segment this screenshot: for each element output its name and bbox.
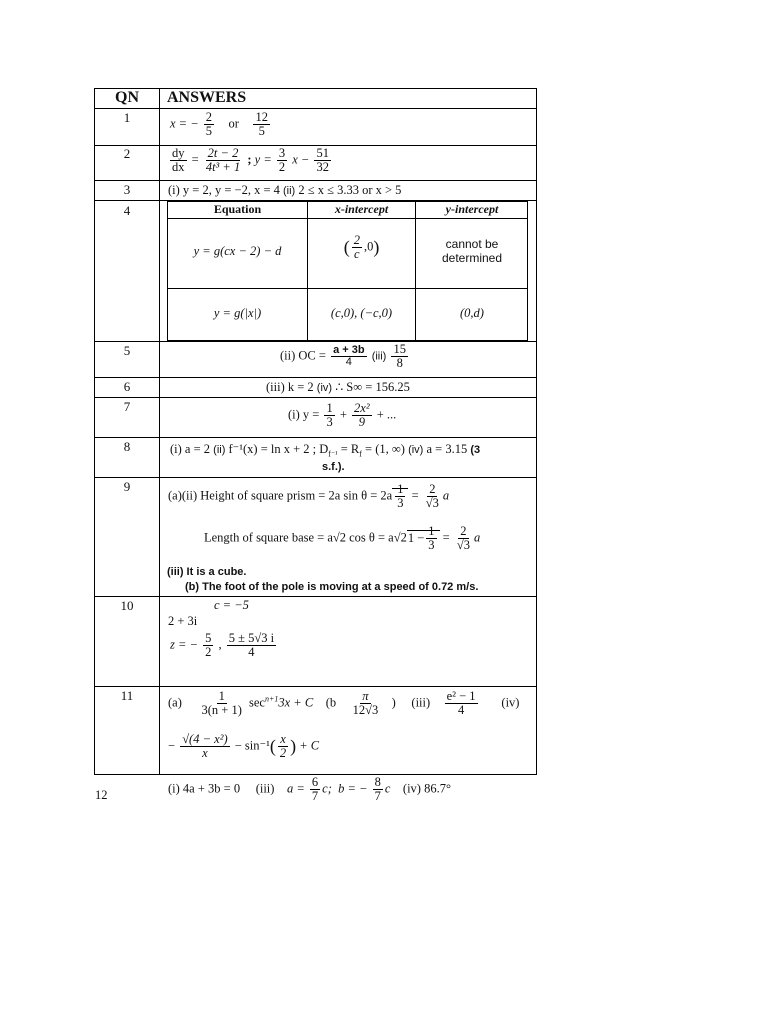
q12-part-iv: (iv) 86.7° <box>402 781 451 796</box>
q11-part-iv: (iv) <box>501 695 520 710</box>
fraction-denominator: c <box>354 247 360 262</box>
comma: , <box>218 637 222 652</box>
answer-q9-line1 <box>168 483 449 510</box>
equation-2: y = g(|x|) <box>213 306 262 320</box>
q1-lhs: x = − <box>170 116 199 131</box>
y-intercept-2: (0,d) <box>460 306 484 320</box>
q8-part-iv-label: (iv) <box>408 444 424 456</box>
fraction-numerator: 2t − 2 <box>207 146 239 160</box>
q8-sf: (3 <box>470 444 481 456</box>
fraction-numerator: e² − 1 <box>446 689 476 703</box>
fraction-numerator: 51 <box>316 146 329 160</box>
fraction-numerator: 2 <box>353 233 360 247</box>
equals-sign: = <box>191 152 199 167</box>
question-number: 7 <box>123 399 131 414</box>
question-number: 1 <box>123 110 131 125</box>
answer-q12 <box>168 776 451 803</box>
fraction-numerator: 2x² <box>354 401 370 415</box>
sec-function: sec <box>249 695 265 710</box>
arcsin-function: − sin⁻¹ <box>234 738 270 753</box>
answer-q1 <box>170 111 272 138</box>
col-header-y-intercept: y-intercept <box>445 202 499 216</box>
fraction-denominator: 2 <box>278 160 286 175</box>
question-number: 11 <box>120 688 134 703</box>
q6-part-iii: (iii) k = 2 <box>266 380 314 394</box>
fraction-denominator: 7 <box>311 789 319 804</box>
fraction-denominator: 9 <box>358 415 365 430</box>
variable-a: a <box>473 530 481 545</box>
answer-q10-z <box>170 632 278 659</box>
q12-b: b = − <box>338 781 368 796</box>
question-number: 2 <box>123 146 131 161</box>
fraction-numerator: dy <box>172 146 185 160</box>
answer-q10-z1: 2 + 3i <box>168 614 198 628</box>
fraction-numerator: 2 <box>460 524 467 538</box>
fraction-numerator: 6 <box>311 775 319 789</box>
fraction-denominator: 5 <box>258 124 265 139</box>
fraction-numerator: 1 <box>326 401 333 415</box>
q8-part-ii-label: (ii) <box>213 444 226 456</box>
question-number: 3 <box>123 182 131 197</box>
q8-part-ii: f⁻¹(x) = ln x + 2 ; D <box>228 442 329 456</box>
or-text: or <box>228 116 239 131</box>
variable-a: a <box>442 488 450 503</box>
row-divider <box>94 397 537 398</box>
question-number: 8 <box>123 439 131 454</box>
fraction-denominator: 32 <box>316 160 329 175</box>
q10-z: z = − <box>170 637 198 652</box>
answer-q7 <box>288 402 396 429</box>
fraction-denominator: 5 <box>205 124 213 139</box>
x-intercept-1: ( $\frac{2}{c}$ ,0) <box>343 233 380 262</box>
subscript: f <box>359 449 362 459</box>
q3-part-i: (i) y = 2, y = −2, x = 4 <box>168 183 280 197</box>
q11-b-close: ) <box>391 695 396 710</box>
fraction-numerator: 1 <box>218 689 225 703</box>
row-divider <box>94 180 537 181</box>
q5-part-iii-label: (iii) <box>371 350 387 363</box>
answer-q11-line1 <box>168 690 519 717</box>
q8-range: = R <box>337 442 360 456</box>
fraction-numerator: a + 3b <box>333 343 365 356</box>
q8-range-value: = (1, ∞) <box>361 442 405 456</box>
col-header-equation: Equation <box>213 202 262 216</box>
fraction-denominator: 8 <box>396 356 403 371</box>
fraction-denominator: 4 <box>345 356 352 369</box>
fraction-denominator: 3 <box>428 538 435 553</box>
fraction-denominator: dx <box>172 160 185 175</box>
answer-q10-c: c = −5 <box>214 598 249 612</box>
fraction-numerator: √(4 − x²) <box>182 732 228 746</box>
fraction-denominator: x <box>202 746 208 761</box>
header-answers: ANSWERS <box>167 89 247 106</box>
q11-part-iii: (iii) <box>411 695 431 710</box>
fraction-numerator: 1 <box>397 482 404 496</box>
question-number: 6 <box>123 379 131 394</box>
fraction-numerator: x <box>280 732 286 746</box>
q2-y: y = <box>254 152 272 167</box>
fraction-denominator: 4 <box>248 645 255 660</box>
x-intercept-tail: ,0 <box>363 239 374 254</box>
fraction-numerator: 8 <box>374 775 381 789</box>
question-number: 9 <box>123 479 131 494</box>
minus-sign: − <box>168 738 176 753</box>
intercept-table <box>167 201 528 341</box>
separator: ; <box>247 152 252 167</box>
q2-x: x − <box>292 152 310 167</box>
q11-a-tail: 3x + C <box>278 695 314 710</box>
fraction-denominator: 2 <box>205 645 212 660</box>
row-divider <box>94 477 537 478</box>
q5-part-ii: (ii) OC = <box>280 348 326 363</box>
answer-q11-line2: − $\frac{\text{√(4 − x²)}}{x}$ − sin⁻¹( $\frac{x}{2}$ ) + C <box>168 732 320 761</box>
fraction-denominator: √3 <box>456 538 470 553</box>
fraction-denominator: 3 <box>326 415 333 430</box>
question-number: 12 <box>95 788 108 802</box>
answer-q8-line2: s.f.). <box>322 461 345 473</box>
answer-q2 <box>168 147 333 174</box>
row-divider <box>94 341 537 342</box>
equals-sign: = <box>411 488 419 503</box>
answer-q8-line1 <box>170 441 480 459</box>
answer-q5 <box>280 343 410 370</box>
equation-1: y = g(cx − 2) − d <box>193 244 282 258</box>
constant-term: + C <box>299 738 320 753</box>
q8-part-iv: a = 3.15 <box>426 442 468 456</box>
q8-part-i: (i) a = 2 <box>170 442 211 456</box>
fraction-numerator: 2 <box>205 110 213 124</box>
fraction-numerator: 5 <box>205 631 212 645</box>
row-divider <box>94 686 537 687</box>
question-number: 5 <box>123 343 131 358</box>
fraction-numerator: π <box>362 689 369 703</box>
fraction-numerator: 1 <box>428 524 435 538</box>
subscript: f⁻¹ <box>328 449 338 459</box>
fraction-numerator: 12 <box>255 110 268 124</box>
series-tail: + ... <box>376 407 397 422</box>
fraction-denominator: 2 <box>279 746 287 761</box>
row-divider <box>94 437 537 438</box>
fraction-denominator: 3(n + 1) <box>201 703 242 718</box>
q12-b-tail: c <box>384 781 391 796</box>
answer-q6 <box>266 379 410 395</box>
fraction-denominator: 4 <box>457 703 465 718</box>
row-divider <box>94 596 537 597</box>
q11-part-a: (a) <box>168 695 182 710</box>
q12-a-tail: c; <box>322 781 332 796</box>
question-number: 10 <box>120 598 134 613</box>
answer-q9-line2 <box>204 525 480 552</box>
q12-a: a = <box>286 781 305 796</box>
col-header-x-intercept: x-intercept <box>334 202 389 216</box>
fraction-numerator: 5 ± 5√3 i <box>228 631 275 645</box>
column-divider <box>159 88 160 775</box>
fraction-denominator: 12√3 <box>352 703 379 718</box>
q9-height: (a)(ii) Height of square prism = 2a sin θ = 2a <box>168 488 393 503</box>
q11-part-b: (b <box>325 695 337 710</box>
q3-part-ii: 2 ≤ x ≤ 3.33 or x > 5 <box>298 183 402 197</box>
q12-part-i: (i) 4a + 3b = 0 <box>168 781 241 796</box>
plus-sign: + <box>339 407 347 422</box>
question-number: 4 <box>123 203 131 218</box>
fraction-denominator: 7 <box>374 789 381 804</box>
row-divider <box>94 108 537 109</box>
q6-part-iv: ∴ S∞ = 156.25 <box>335 380 410 394</box>
equals-sign: = <box>442 530 450 545</box>
fraction-denominator: 4t³ + 1 <box>205 160 241 175</box>
answer-q9-iii: (iii) It is a cube. <box>167 566 247 578</box>
fraction-numerator: 3 <box>278 146 286 160</box>
q3-part-ii-label: (ii) <box>283 185 296 197</box>
fraction-numerator: 2 <box>429 482 436 496</box>
q12-part-iii: (iii) <box>255 781 275 796</box>
fraction-numerator: 15 <box>393 342 406 356</box>
y-intercept-1: cannot be determined <box>441 237 503 265</box>
row-divider <box>94 377 537 378</box>
fraction-denominator: 3 <box>397 496 404 511</box>
q9-sqrt-term: 1 − <box>407 530 425 545</box>
q6-part-iv-label: (iv) <box>316 382 333 394</box>
answer-q3 <box>168 183 401 198</box>
superscript: n+1 <box>264 694 279 704</box>
fraction-denominator: √3 <box>425 496 439 511</box>
x-intercept-2: (c,0), (−c,0) <box>330 306 393 320</box>
answer-q9-b: (b) The foot of the pole is moving at a speed of 0.72 m/s. <box>185 581 479 593</box>
q7-part-i: (i) y = <box>288 407 320 422</box>
q9-length: Length of square base = a√2 cos θ = a√2 <box>204 530 407 545</box>
header-qn: QN <box>115 89 139 106</box>
